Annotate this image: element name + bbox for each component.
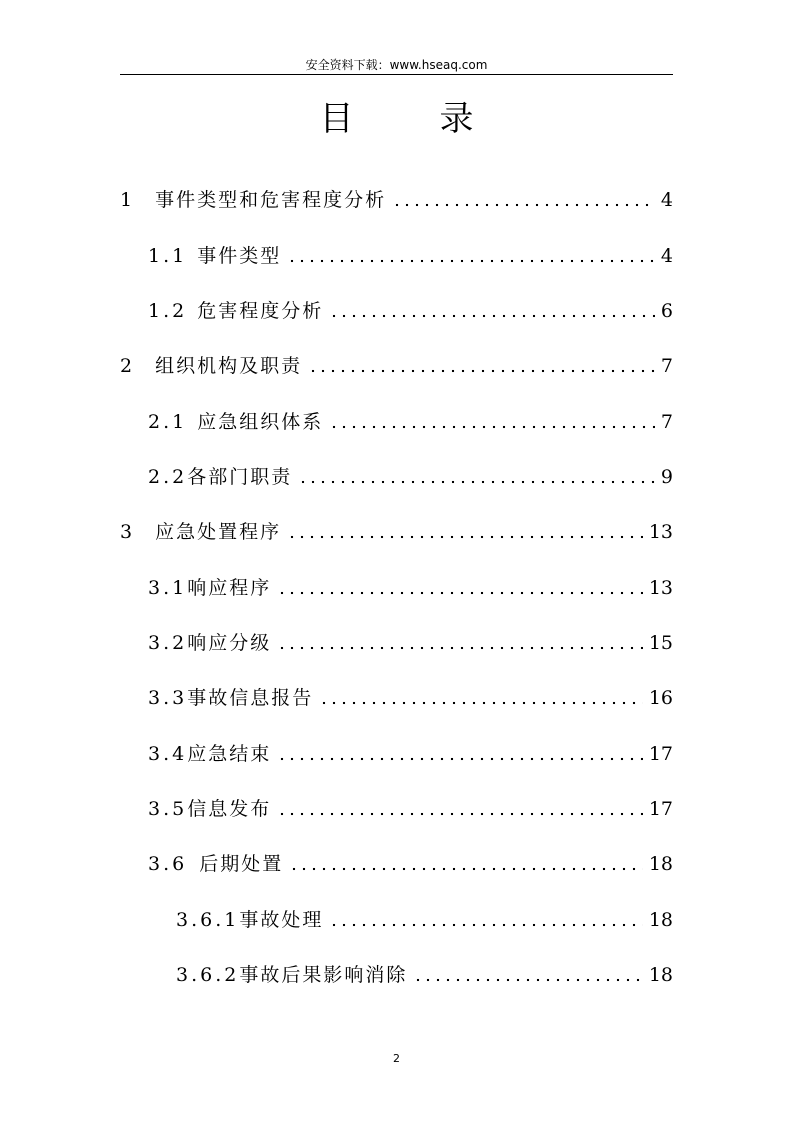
toc-entry-page: 18 xyxy=(648,964,673,986)
toc-entry-number: 3.6.2 xyxy=(176,964,240,986)
toc-entry-label: 信息发布 xyxy=(187,798,272,820)
toc-entry-page: 18 xyxy=(648,853,673,875)
toc-entry-label: 事件类型 xyxy=(197,245,282,267)
toc-entry-page: 17 xyxy=(648,798,673,820)
toc-entry-page: 4 xyxy=(660,245,673,267)
toc-dot-leader xyxy=(277,591,643,595)
toc-entry-page: 6 xyxy=(660,300,673,322)
toc-dot-leader xyxy=(277,812,643,816)
toc-entry-number: 3.5 xyxy=(148,798,188,820)
toc-entry-label: 应急结束 xyxy=(187,743,272,765)
toc-entry-page: 7 xyxy=(660,411,673,433)
toc-entry[interactable] xyxy=(148,243,673,269)
toc-entry[interactable] xyxy=(148,741,673,767)
toc-dot-leader xyxy=(287,535,643,539)
toc-dot-leader xyxy=(319,701,643,705)
toc-entry-label: 应急组织体系 xyxy=(197,411,324,433)
toc-entry-number: 3.3 xyxy=(148,687,188,709)
toc-entry-number: 3.6.1 xyxy=(176,909,240,931)
toc-dot-leader xyxy=(289,867,643,871)
toc-entry-number: 2.1 xyxy=(148,411,188,433)
toc-entry-page: 13 xyxy=(648,521,673,543)
toc-entry-label: 响应分级 xyxy=(187,632,272,654)
toc-entry-label: 事故信息报告 xyxy=(187,687,314,709)
toc-dot-leader xyxy=(287,259,655,263)
toc-entry[interactable] xyxy=(148,575,673,601)
toc-entry-number: 1.1 xyxy=(148,245,188,267)
title-right-char: 录 xyxy=(439,99,474,139)
page-header: 安全资料下载：www.hseaq.com xyxy=(120,57,673,75)
page-number: 2 xyxy=(393,1052,400,1065)
toc-entry-label: 事件类型和危害程度分析 xyxy=(155,189,387,211)
toc-entry-number: 3.6 xyxy=(148,853,188,875)
toc-entry-label: 响应程序 xyxy=(187,577,272,599)
toc-entry-number: 3.1 xyxy=(148,577,188,599)
toc-entry[interactable] xyxy=(176,907,673,933)
toc-dot-leader xyxy=(277,646,643,650)
toc-entry-label: 后期处置 xyxy=(199,853,284,875)
toc-entry-page: 16 xyxy=(648,687,673,709)
toc-entry-number: 1.2 xyxy=(148,300,188,322)
toc-entry-label: 事故后果影响消除 xyxy=(239,964,408,986)
toc-dot-leader xyxy=(392,203,655,207)
title-left-char: 目 xyxy=(319,99,354,139)
toc-entry[interactable] xyxy=(148,630,673,656)
toc-entry[interactable] xyxy=(120,187,673,213)
toc-entry-page: 17 xyxy=(648,743,673,765)
toc-entry-number: 3.2 xyxy=(148,632,188,654)
toc-entry-number: 2 xyxy=(120,355,136,377)
toc-entry-number: 1 xyxy=(120,189,136,211)
toc-dot-leader xyxy=(329,314,655,318)
toc-entry-label: 组织机构及职责 xyxy=(155,355,303,377)
toc-entry-page: 15 xyxy=(648,632,673,654)
toc-dot-leader xyxy=(329,923,642,927)
toc-entry-label: 事故处理 xyxy=(239,909,324,931)
toc-entry-page: 9 xyxy=(660,466,673,488)
toc-entry-number: 3.4 xyxy=(148,743,188,765)
toc-entry-number: 3 xyxy=(120,521,136,543)
toc-entry-label: 应急处置程序 xyxy=(155,521,282,543)
toc-entry-label: 危害程度分析 xyxy=(197,300,324,322)
toc-entry[interactable] xyxy=(148,685,673,711)
toc-entry[interactable] xyxy=(148,796,673,822)
toc-dot-leader xyxy=(329,425,655,429)
toc-dot-leader xyxy=(413,978,642,982)
toc-entry[interactable] xyxy=(120,519,673,545)
toc-entry[interactable] xyxy=(148,464,673,490)
toc-entry-page: 4 xyxy=(660,189,673,211)
toc-entry[interactable] xyxy=(148,851,673,877)
toc-entry-page: 18 xyxy=(648,909,673,931)
toc-entry[interactable] xyxy=(148,298,673,324)
toc-entry-page: 13 xyxy=(648,577,673,599)
toc-entry[interactable] xyxy=(148,409,673,435)
toc-entry[interactable] xyxy=(120,353,673,379)
toc-dot-leader xyxy=(277,757,643,761)
toc-dot-leader xyxy=(308,369,655,373)
page-title xyxy=(0,96,793,142)
toc-entry-number: 2.2 xyxy=(148,466,188,488)
toc-entry-label: 各部门职责 xyxy=(187,466,293,488)
toc-entry-page: 7 xyxy=(660,355,673,377)
toc-entry[interactable] xyxy=(176,962,673,988)
toc-dot-leader xyxy=(298,480,655,484)
